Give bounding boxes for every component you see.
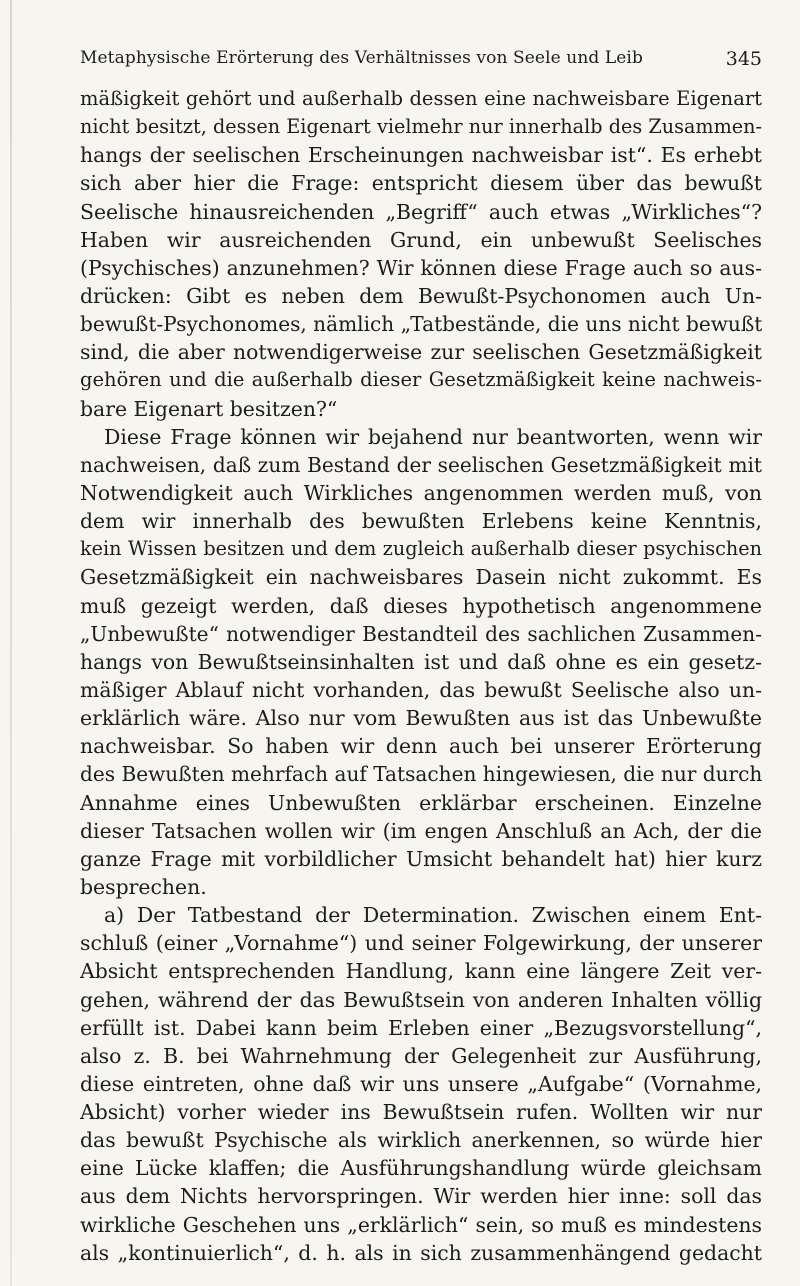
text-line: gehören und die außerhalb dieser Gesetzmäßigkeit keine nachweis- — [80, 368, 762, 392]
text-line: (Psychisches) anzunehmen? Wir können diese Frage auch so aus- — [80, 255, 762, 280]
text-line: aus dem Nichts hervorspringen. Wir werden hier inne: soll das — [80, 1184, 762, 1209]
text-line: Absicht) vorher wieder ins Bewußtsein rufen. Wollten wir nur — [80, 1100, 762, 1125]
text-line: dem wir innerhalb des bewußten Erlebens keine Kenntnis, — [80, 509, 762, 534]
text-line: schluß (einer „Vornahme“) und seiner Folgewirkung, der unserer — [80, 931, 762, 956]
text-line: diese eintreten, ohne daß wir uns unsere „Aufgabe“ (Vornahme, — [80, 1071, 762, 1096]
text-line: dieser Tatsachen wollen wir (im engen Anschluß an Ach, der die — [80, 818, 762, 843]
text-line: also z. B. bei Wahrnehmung der Gelegenheit zur Ausführung, — [80, 1043, 762, 1068]
text-line: als „kontinuierlich“, d. h. als in sich zusammenhängend gedacht — [80, 1240, 762, 1265]
text-line: bare Eigenart besitzen?“ — [80, 396, 338, 421]
text-line: sich aber hier die Frage: entspricht diesem über das bewußt — [80, 171, 762, 196]
text-line: besprechen. — [80, 874, 207, 899]
text-line: nicht besitzt, dessen Eigenart vielmehr nur innerhalb des Zusammen- — [80, 115, 762, 139]
text-line: Gesetzmäßigkeit ein nachweisbares Dasein nicht zukommt. Es — [80, 565, 762, 590]
page-number: 345 — [725, 48, 762, 70]
text-line: Seelische hinausreichenden „Begriff“ auch etwas „Wirkliches“? — [80, 199, 762, 224]
text-line: mäßiger Ablauf nicht vorhanden, das bewußt Seelische also un- — [80, 677, 762, 702]
text-line: erfüllt ist. Dabei kann beim Erleben einer „Bezugsvorstellung“, — [80, 1015, 762, 1040]
text-line: hangs von Bewußtseinsinhalten ist und daß ohne es ein gesetz- — [80, 649, 762, 674]
text-line: gehen, während der das Bewußtsein von anderen Inhalten völlig — [80, 987, 762, 1012]
text-line: wirkliche Geschehen uns „erklärlich“ sein, so muß es mindestens — [80, 1212, 762, 1237]
text-line: Absicht entsprechenden Handlung, kann eine längere Zeit ver- — [80, 959, 762, 984]
text-line: „Unbewußte“ notwendiger Bestandteil des sachlichen Zusammen- — [80, 621, 762, 646]
text-line: bewußt-Psychonomes, nämlich „Tatbestände, die uns nicht bewußt — [80, 312, 762, 337]
page-edge-shadow — [10, 0, 12, 1286]
text-line: nachweisbar. So haben wir denn auch bei unserer Erörterung — [80, 734, 762, 759]
text-line: ganze Frage mit vorbildlicher Umsicht behandelt hat) hier kurz — [80, 846, 762, 871]
text-line: a) Der Tatbestand der Determination. Zwischen einem Ent- — [104, 903, 762, 928]
text-line: kein Wissen besitzen und dem zugleich außerhalb dieser psychischen — [80, 537, 762, 561]
text-line: Annahme eines Unbewußten erklärbar erscheinen. Einzelne — [80, 790, 762, 815]
running-title: Metaphysische Erörterung des Verhältnisses von Seele und Leib — [80, 48, 643, 68]
body-text — [80, 85, 762, 1267]
text-line: nachweisen, daß zum Bestand der seelischen Gesetzmäßigkeit mit — [80, 452, 762, 477]
text-line: drücken: Gibt es neben dem Bewußt-Psychonomen auch Un- — [80, 283, 762, 308]
text-line: eine Lücke klaffen; die Ausführungshandlung würde gleichsam — [80, 1156, 762, 1181]
text-line: hangs der seelischen Erscheinungen nachweisbar ist“. Es erhebt — [80, 143, 762, 168]
text-line: mäßigkeit gehört und außerhalb dessen eine nachweisbare Eigenart — [80, 87, 762, 110]
text-line: erklärlich wäre. Also nur vom Bewußten aus ist das Unbewußte — [80, 706, 762, 731]
text-line: des Bewußten mehrfach auf Tatsachen hingewiesen, die nur durch — [80, 762, 762, 787]
text-line: Notwendigkeit auch Wirkliches angenommen werden muß, von — [80, 480, 762, 505]
text-line: Haben wir ausreichenden Grund, ein unbewußt Seelisches — [80, 227, 762, 252]
page-header — [80, 40, 762, 76]
text-line: sind, die aber notwendigerweise zur seelischen Gesetzmäßigkeit — [80, 340, 762, 365]
text-line: das bewußt Psychische als wirklich anerkennen, so würde hier — [80, 1128, 762, 1153]
text-line: Diese Frage können wir bejahend nur beantworten, wenn wir — [104, 424, 762, 449]
text-line: muß gezeigt werden, daß dieses hypothetisch angenommene — [80, 593, 762, 618]
